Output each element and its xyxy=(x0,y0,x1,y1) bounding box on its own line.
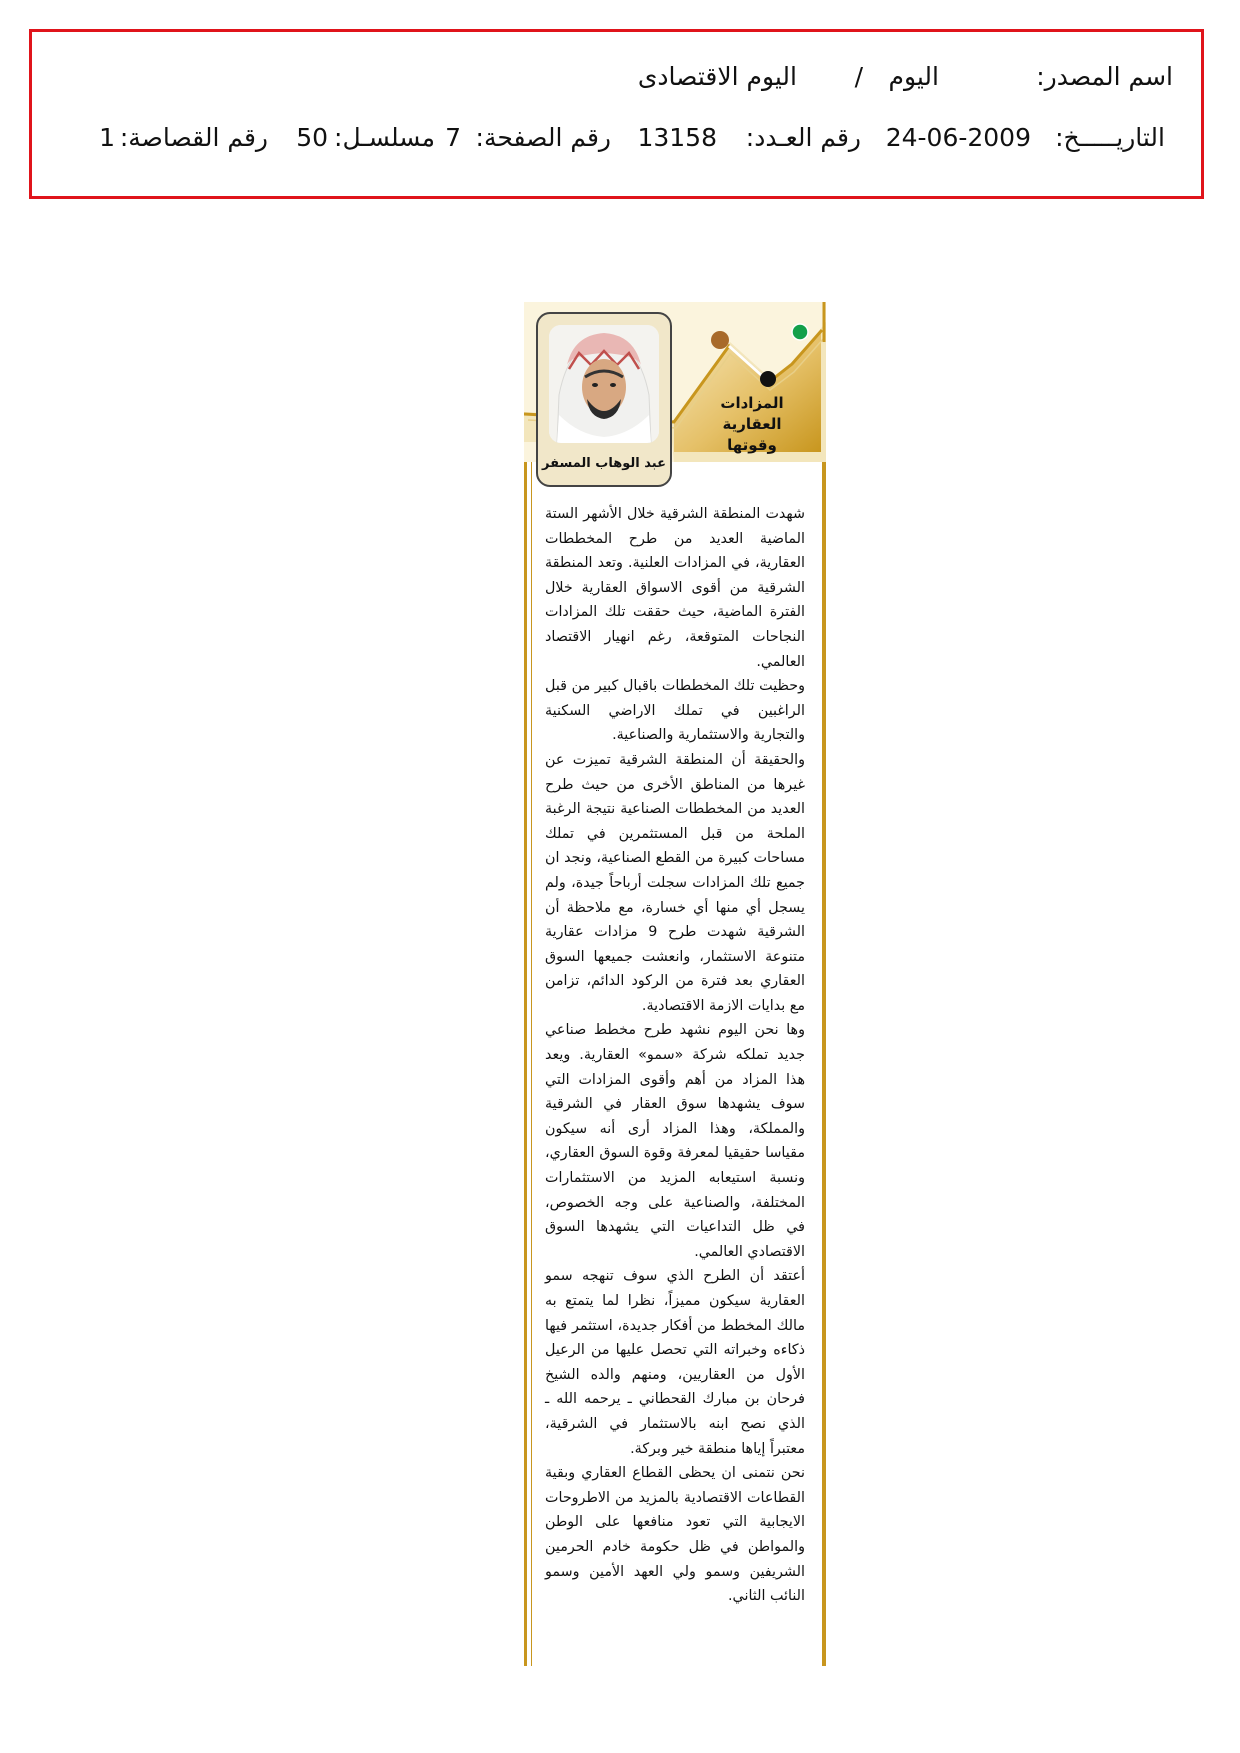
issue-label: رقم العـدد: xyxy=(745,123,861,152)
frame-left-border xyxy=(524,412,527,1666)
serial-label: مسلسـل: xyxy=(334,123,435,152)
metadata-box xyxy=(29,29,1204,199)
author-photo xyxy=(549,325,659,443)
date-label: التاريـــــخ: xyxy=(1055,123,1165,152)
details-row xyxy=(32,32,1201,192)
article-paragraph: نحن نتمنى ان يحظى القطاع العقاري وبقية القطاعات الاقتصادية بالمزيد من الاطروحات الايجابية التي تعود منافعها على الوطن والمواطن في ظل حكومة خادم الحرمين الشريفين وسمو ولي العهد الأمين وسمو النائب الثاني. xyxy=(545,1465,805,1605)
frame-left-inner-border xyxy=(531,412,532,1666)
article-paragraph: شهدت المنطقة الشرقية خلال الأشهر الستة الماضية العديد من طرح المخططات العقارية، في المزادات العلنية. وتعد المنطقة الشرقية من أقوى الاسواق العقارية خلال الفترة الماضية، حيث حققت تلك المزادات النجاحات المتوقعة، رغم انهيار الاقتصاد العالمي. xyxy=(545,506,805,670)
article-body xyxy=(545,502,805,1609)
clip-label: رقم القصاصة: xyxy=(119,123,268,152)
source-value-2: اليوم الاقتصادى xyxy=(637,62,797,91)
serial-value: 50 xyxy=(296,123,328,152)
chart-dot-black xyxy=(760,371,776,387)
frame-right-border xyxy=(822,412,826,1666)
issue-value: 13158 xyxy=(637,123,717,152)
clip-value: 1 xyxy=(99,123,115,152)
date-value: 24-06-2009 xyxy=(885,123,1031,152)
author-photo-box xyxy=(536,312,672,487)
author-portrait-image xyxy=(549,325,659,443)
source-value-1: اليوم xyxy=(888,62,939,91)
source-label: اسم المصدر: xyxy=(1036,62,1173,91)
chart-dot-brown xyxy=(711,331,729,349)
source-separator: / xyxy=(854,62,863,91)
article-paragraph: وها نحن اليوم نشهد طرح مخطط صناعي جديد تملكه شركة «سمو» العقارية. ويعد هذا المزاد من أهم وأقوى المزادات التي سوف يشهدها سوق العقار في الشرقية والمملكة، وهذا المزاد أرى أنه سيكون مقياسا حقيقيا لمعرفة وقوة السوق العقاري، ونسبة استيعابه المزيد من الاستثمارات المختلفة، والصناعية على وجه الخصوص، في ظل التداعيات التي يشهدها السوق الاقتصادي العالمي. xyxy=(545,1022,805,1260)
article-column xyxy=(524,302,826,1666)
column-title: المزادات العقارية وقوتها xyxy=(720,394,784,454)
author-name: عبد الوهاب المسفر xyxy=(542,456,666,471)
article-paragraph: وحظيت تلك المخططات باقبال كبير من قبل الراغبين في تملك الاراضي السكنية والتجارية والاستثمارية والصناعية. xyxy=(545,678,805,744)
article-paragraph: أعتقد أن الطرح الذي سوف تنهجه سمو العقارية سيكون مميزاً، نظرا لما يتمتع به مالك المخطط من أفكار جديدة، استثمر فيها ذكاءه وخبراته التي تحصل عليها من الرعيل الأول من العقاريين، ومنهم والده الشيخ فرحان بن مبارك القحطاني ـ يرحمه الله ـ الذي نصح ابنه بالاستثمار في الشرقية، معتبراً إياها منطقة خير وبركة. xyxy=(545,1268,805,1457)
page-label: رقم الصفحة: xyxy=(475,123,611,152)
article-paragraph: والحقيقة أن المنطقة الشرقية تميزت عن غيرها من المناطق الأخرى من حيث طرح العديد من المخططات الصناعية نتيجة الرغبة الملحة من قبل المستثمرين في تملك مساحات كبيرة من القطع الصناعية، ونجد ان جميع تلك المزادات سجلت أرباحاً جيدة، ولم يسجل أي منها أي خسارة، مع ملاحظة أن الشرقية شهدت طرح 9 مزادات عقارية متنوعة الاستثمار، وانعشت جميعها السوق العقاري بعد فترة من الركود الدائم، تزامن مع بدايات الازمة الاقتصادية. xyxy=(545,751,805,1014)
page-value: 7 xyxy=(445,123,461,152)
chart-dot-green xyxy=(792,324,808,340)
